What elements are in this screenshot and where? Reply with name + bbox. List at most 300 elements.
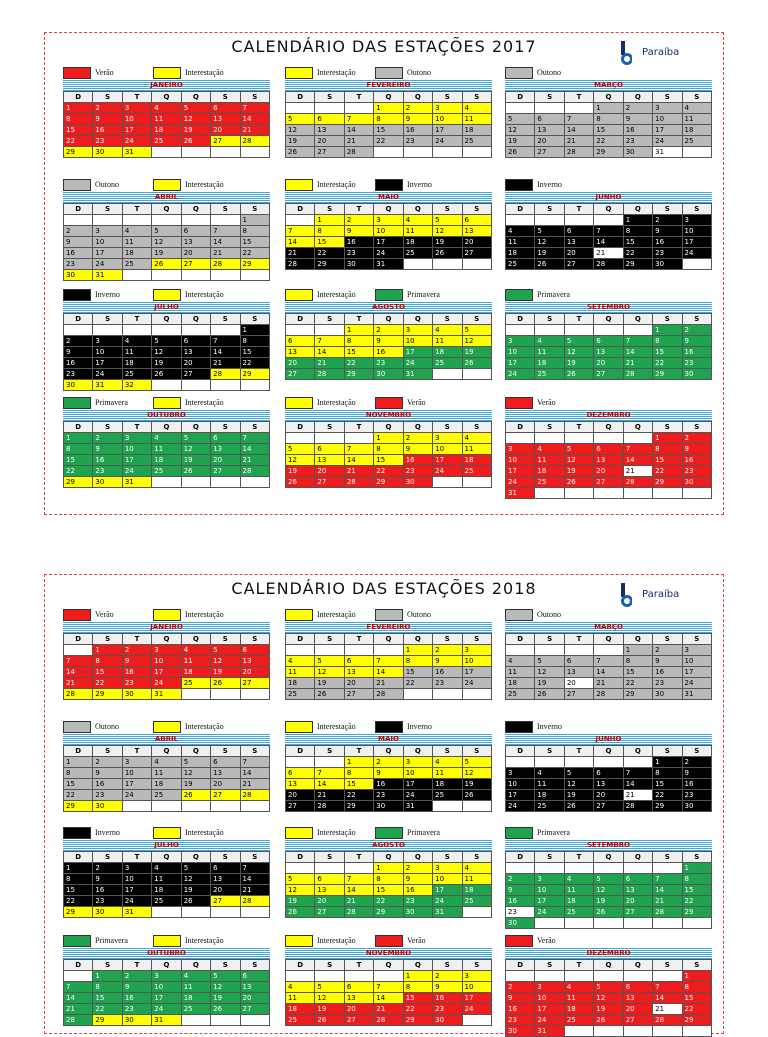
weekday-label: D [506,634,535,645]
week-row [286,667,492,678]
day-cell: 17 [122,125,151,136]
day-cell: 24 [506,369,535,380]
weekday-label: S [462,746,491,757]
week-row [506,125,712,136]
day-cell: 11 [506,667,535,678]
week-row [506,790,712,801]
weekday-label: Q [594,852,623,863]
legend-swatch [375,397,403,409]
day-cell: 3 [682,645,711,656]
day-cell: 20 [344,678,373,689]
day-cell: 10 [506,779,535,790]
day-cell: 12 [506,125,535,136]
weekday-label: Q [623,634,652,645]
day-cell: 5 [286,114,315,125]
day-cell: 2 [374,325,403,336]
day-cell: 16 [374,779,403,790]
weekday-label: S [211,314,240,325]
week-row [506,645,712,656]
weekday-label: S [240,746,269,757]
day-cell: 13 [181,347,210,358]
day-cell: 26 [211,1004,240,1015]
weekday-label: Q [152,634,181,645]
weekday-label: T [122,634,151,645]
weekday-label: Q [374,634,403,645]
weekday-label: S [211,634,240,645]
day-cell: 13 [594,455,623,466]
day-cell: 11 [535,347,564,358]
month-name: MAIO [285,192,492,203]
day-cell: 14 [374,993,403,1004]
day-cell: 24 [403,790,432,801]
week-row [64,466,270,477]
weekday-label: S [315,852,344,863]
day-cell: 5 [211,645,240,656]
weekday-header [64,634,270,645]
week-row [64,226,270,237]
day-cell: 5 [286,444,315,455]
day-cell: 28 [64,1015,93,1026]
day-cell: 28 [240,790,269,801]
weekday-label: T [564,746,593,757]
day-cell: 20 [211,125,240,136]
day-cell: 6 [535,114,564,125]
week-row [286,863,492,874]
weekday-label: D [506,852,535,863]
calendar-sheet-1 [44,32,724,515]
empty-cell [506,971,535,982]
month-block [505,609,712,700]
empty-cell [682,488,711,499]
empty-cell [623,1026,652,1037]
day-cell: 4 [506,226,535,237]
day-cell: 5 [462,757,491,768]
weekday-label: D [506,314,535,325]
legend-swatch [153,827,181,839]
empty-cell [564,325,593,336]
day-cell: 2 [506,874,535,885]
day-cell: 12 [286,125,315,136]
month-name: AGOSTO [285,302,492,313]
empty-cell [211,801,240,812]
day-cell: 10 [93,347,122,358]
day-cell: 20 [286,358,315,369]
day-cell: 30 [682,801,711,812]
day-cell: 14 [344,455,373,466]
weekday-label: D [286,634,315,645]
season-legend [285,827,492,839]
day-cell: 15 [240,347,269,358]
empty-cell [344,971,373,982]
day-cell: 7 [344,444,373,455]
legend-label: Verão [537,936,556,945]
empty-cell [433,477,462,488]
day-cell: 7 [211,336,240,347]
day-cell: 23 [374,790,403,801]
day-cell: 12 [564,347,593,358]
season-legend [63,397,270,409]
day-cell: 23 [344,248,373,259]
day-cell: 30 [653,259,682,270]
day-cell: 13 [240,982,269,993]
day-cell: 31 [403,801,432,812]
day-cell: 8 [315,226,344,237]
weekday-label: S [240,634,269,645]
day-cell: 9 [433,656,462,667]
day-cell: 3 [152,971,181,982]
day-cell: 11 [181,982,210,993]
day-cell: 5 [181,433,210,444]
day-cell: 1 [594,103,623,114]
day-cell: 23 [93,790,122,801]
day-cell: 2 [93,863,122,874]
season-legend [505,721,712,733]
day-cell: 8 [403,656,432,667]
weekday-label: T [122,960,151,971]
day-cell: 13 [211,114,240,125]
day-cell: 27 [564,259,593,270]
day-cell: 22 [653,790,682,801]
day-cell: 11 [462,114,491,125]
day-cell: 28 [594,259,623,270]
weekday-label: S [315,960,344,971]
day-cell: 3 [152,645,181,656]
empty-cell [623,433,652,444]
day-cell: 24 [535,1015,564,1026]
day-cell: 3 [403,757,432,768]
day-cell: 4 [122,336,151,347]
month-name: MARÇO [505,80,712,91]
day-cell: 20 [594,790,623,801]
week-row [64,678,270,689]
day-cell: 12 [564,455,593,466]
week-row [64,347,270,358]
day-cell: 6 [211,103,240,114]
legend-label: Inverno [407,180,432,189]
week-row [64,768,270,779]
month-grid [63,851,270,918]
day-cell: 7 [623,336,652,347]
weekday-header [506,852,712,863]
day-cell: 5 [286,874,315,885]
legend-swatch [285,721,313,733]
day-cell: 3 [506,336,535,347]
day-cell: 2 [64,226,93,237]
day-cell: 31 [535,1026,564,1037]
week-row [506,358,712,369]
day-cell: 13 [594,779,623,790]
day-cell: 14 [240,444,269,455]
day-cell: 13 [564,667,593,678]
empty-cell [535,757,564,768]
day-cell: 5 [564,336,593,347]
weekday-label: S [211,852,240,863]
empty-cell [286,757,315,768]
empty-cell [93,215,122,226]
month-name: SETEMBRO [505,302,712,313]
day-cell: 22 [623,678,652,689]
empty-cell [535,433,564,444]
legend-label: Outono [95,722,119,731]
day-cell: 7 [623,444,652,455]
day-cell: 9 [374,336,403,347]
day-cell: 19 [286,136,315,147]
weekday-label: T [122,204,151,215]
day-cell: 9 [93,114,122,125]
weekday-label: S [682,92,711,103]
weekday-label: D [286,92,315,103]
day-cell: 8 [653,444,682,455]
weekday-label: D [64,746,93,757]
day-cell: 22 [653,358,682,369]
day-cell: 14 [64,667,93,678]
empty-cell [623,971,652,982]
day-cell: 4 [506,656,535,667]
day-cell: 7 [374,656,403,667]
legend-label: Interestação [317,68,356,77]
day-cell: 10 [535,885,564,896]
day-cell: 18 [462,455,491,466]
day-cell: 15 [403,667,432,678]
weekday-header [286,960,492,971]
empty-cell [181,325,210,336]
day-cell: 18 [286,678,315,689]
weekday-label: T [344,92,373,103]
month-name: JULHO [63,840,270,851]
weekday-label: T [344,314,373,325]
day-cell: 19 [181,125,210,136]
week-row [506,993,712,1004]
week-row [506,918,712,929]
day-cell: 15 [682,885,711,896]
day-cell: 1 [653,325,682,336]
empty-cell [564,863,593,874]
week-row [286,103,492,114]
day-cell: 13 [535,125,564,136]
month-block [63,827,270,918]
weekday-label: S [93,746,122,757]
day-cell: 7 [594,226,623,237]
day-cell: 9 [403,114,432,125]
week-row [506,259,712,270]
weekday-label: Q [181,746,210,757]
day-cell: 24 [535,907,564,918]
day-cell: 30 [64,270,93,281]
empty-cell [344,863,373,874]
week-row [64,779,270,790]
day-cell: 15 [240,237,269,248]
day-cell: 15 [64,885,93,896]
empty-cell [211,907,240,918]
legend-swatch [63,179,91,191]
day-cell: 10 [433,114,462,125]
day-cell: 1 [374,863,403,874]
day-cell: 18 [403,237,432,248]
season-legend [63,609,270,621]
day-cell: 23 [64,369,93,380]
day-cell: 24 [433,136,462,147]
day-cell: 26 [506,147,535,158]
day-cell: 15 [403,993,432,1004]
day-cell: 21 [64,678,93,689]
empty-cell [374,147,403,158]
weekday-header [286,314,492,325]
day-cell: 14 [240,768,269,779]
day-cell: 20 [462,237,491,248]
week-row [506,678,712,689]
day-cell: 18 [433,347,462,358]
week-row [64,369,270,380]
day-cell: 19 [433,237,462,248]
day-cell: 28 [653,907,682,918]
empty-cell [181,215,210,226]
day-cell: 30 [433,1015,462,1026]
week-row [64,125,270,136]
legend-label: Primavera [537,828,570,837]
day-cell: 27 [623,907,652,918]
day-cell: 17 [506,790,535,801]
week-row [64,790,270,801]
week-row [506,477,712,488]
weekday-label: S [535,92,564,103]
day-cell: 24 [682,678,711,689]
weekday-label: D [64,314,93,325]
day-cell: 17 [152,993,181,1004]
day-cell: 8 [374,444,403,455]
legend-swatch [63,827,91,839]
legend-swatch [153,67,181,79]
day-cell: 12 [181,768,210,779]
day-cell: 22 [344,790,373,801]
week-row [506,136,712,147]
day-cell: 7 [240,863,269,874]
day-cell: 8 [374,114,403,125]
day-cell: 13 [181,237,210,248]
weekday-label: S [93,204,122,215]
day-cell: 7 [623,768,652,779]
day-cell: 31 [152,689,181,700]
empty-cell [594,325,623,336]
week-row [64,147,270,158]
empty-cell [240,477,269,488]
season-legend [63,721,270,733]
day-cell: 8 [653,336,682,347]
weekday-label: Q [403,634,432,645]
weekday-label: S [535,634,564,645]
day-cell: 2 [506,982,535,993]
empty-cell [181,689,210,700]
day-cell: 16 [122,667,151,678]
weekday-label: S [462,634,491,645]
day-cell: 18 [122,248,151,259]
day-cell: 22 [240,358,269,369]
day-cell: 29 [374,477,403,488]
day-cell: 17 [462,993,491,1004]
day-cell: 13 [211,874,240,885]
day-cell: 6 [315,874,344,885]
weekday-label: Q [403,960,432,971]
day-cell: 18 [152,455,181,466]
day-cell: 6 [181,336,210,347]
day-cell: 25 [181,678,210,689]
empty-cell [506,757,535,768]
day-cell: 28 [240,136,269,147]
day-cell: 16 [374,347,403,358]
day-cell: 21 [64,1004,93,1015]
month-name: DEZEMBRO [505,410,712,421]
day-cell: 8 [403,982,432,993]
day-cell: 25 [122,369,151,380]
day-cell: 21 [653,1004,682,1015]
day-cell: 18 [286,1004,315,1015]
day-cell: 13 [462,226,491,237]
weekday-label: Q [403,92,432,103]
day-cell: 25 [462,466,491,477]
day-cell: 15 [64,125,93,136]
season-legend [505,827,712,839]
day-cell: 16 [93,779,122,790]
day-cell: 28 [344,907,373,918]
week-row [286,896,492,907]
month-grid [285,745,492,812]
day-cell: 22 [64,896,93,907]
legend-label: Inverno [407,722,432,731]
weekday-label: Q [623,960,652,971]
day-cell: 16 [64,248,93,259]
weekday-label: D [506,422,535,433]
legend-label: Primavera [407,290,440,299]
day-cell: 14 [315,779,344,790]
day-cell: 29 [64,801,93,812]
day-cell: 9 [653,226,682,237]
month-block [505,397,712,499]
week-row [506,114,712,125]
weekday-label: S [653,852,682,863]
day-cell: 12 [315,993,344,1004]
empty-cell [315,433,344,444]
day-cell: 27 [211,136,240,147]
day-cell: 27 [315,477,344,488]
weekday-label: S [653,92,682,103]
day-cell: 16 [682,347,711,358]
day-cell: 3 [462,971,491,982]
month-grid [285,633,492,700]
day-cell: 17 [682,237,711,248]
day-cell: 7 [374,982,403,993]
calendar-sheet-2 [44,574,724,1034]
day-cell: 26 [564,477,593,488]
day-cell: 25 [181,1004,210,1015]
day-cell: 13 [315,455,344,466]
empty-cell [506,645,535,656]
empty-cell [535,918,564,929]
day-cell: 27 [462,248,491,259]
day-cell: 7 [344,114,373,125]
day-cell: 9 [93,768,122,779]
day-cell: 10 [535,993,564,1004]
weekday-label: Q [152,852,181,863]
week-row [64,455,270,466]
day-cell: 30 [93,477,122,488]
weekday-label: D [286,960,315,971]
legend-label: Interestação [185,68,224,77]
season-legend [505,67,712,79]
day-cell: 2 [433,645,462,656]
day-cell: 20 [315,136,344,147]
day-cell: 18 [152,779,181,790]
day-cell: 26 [315,689,344,700]
day-cell: 29 [623,689,652,700]
